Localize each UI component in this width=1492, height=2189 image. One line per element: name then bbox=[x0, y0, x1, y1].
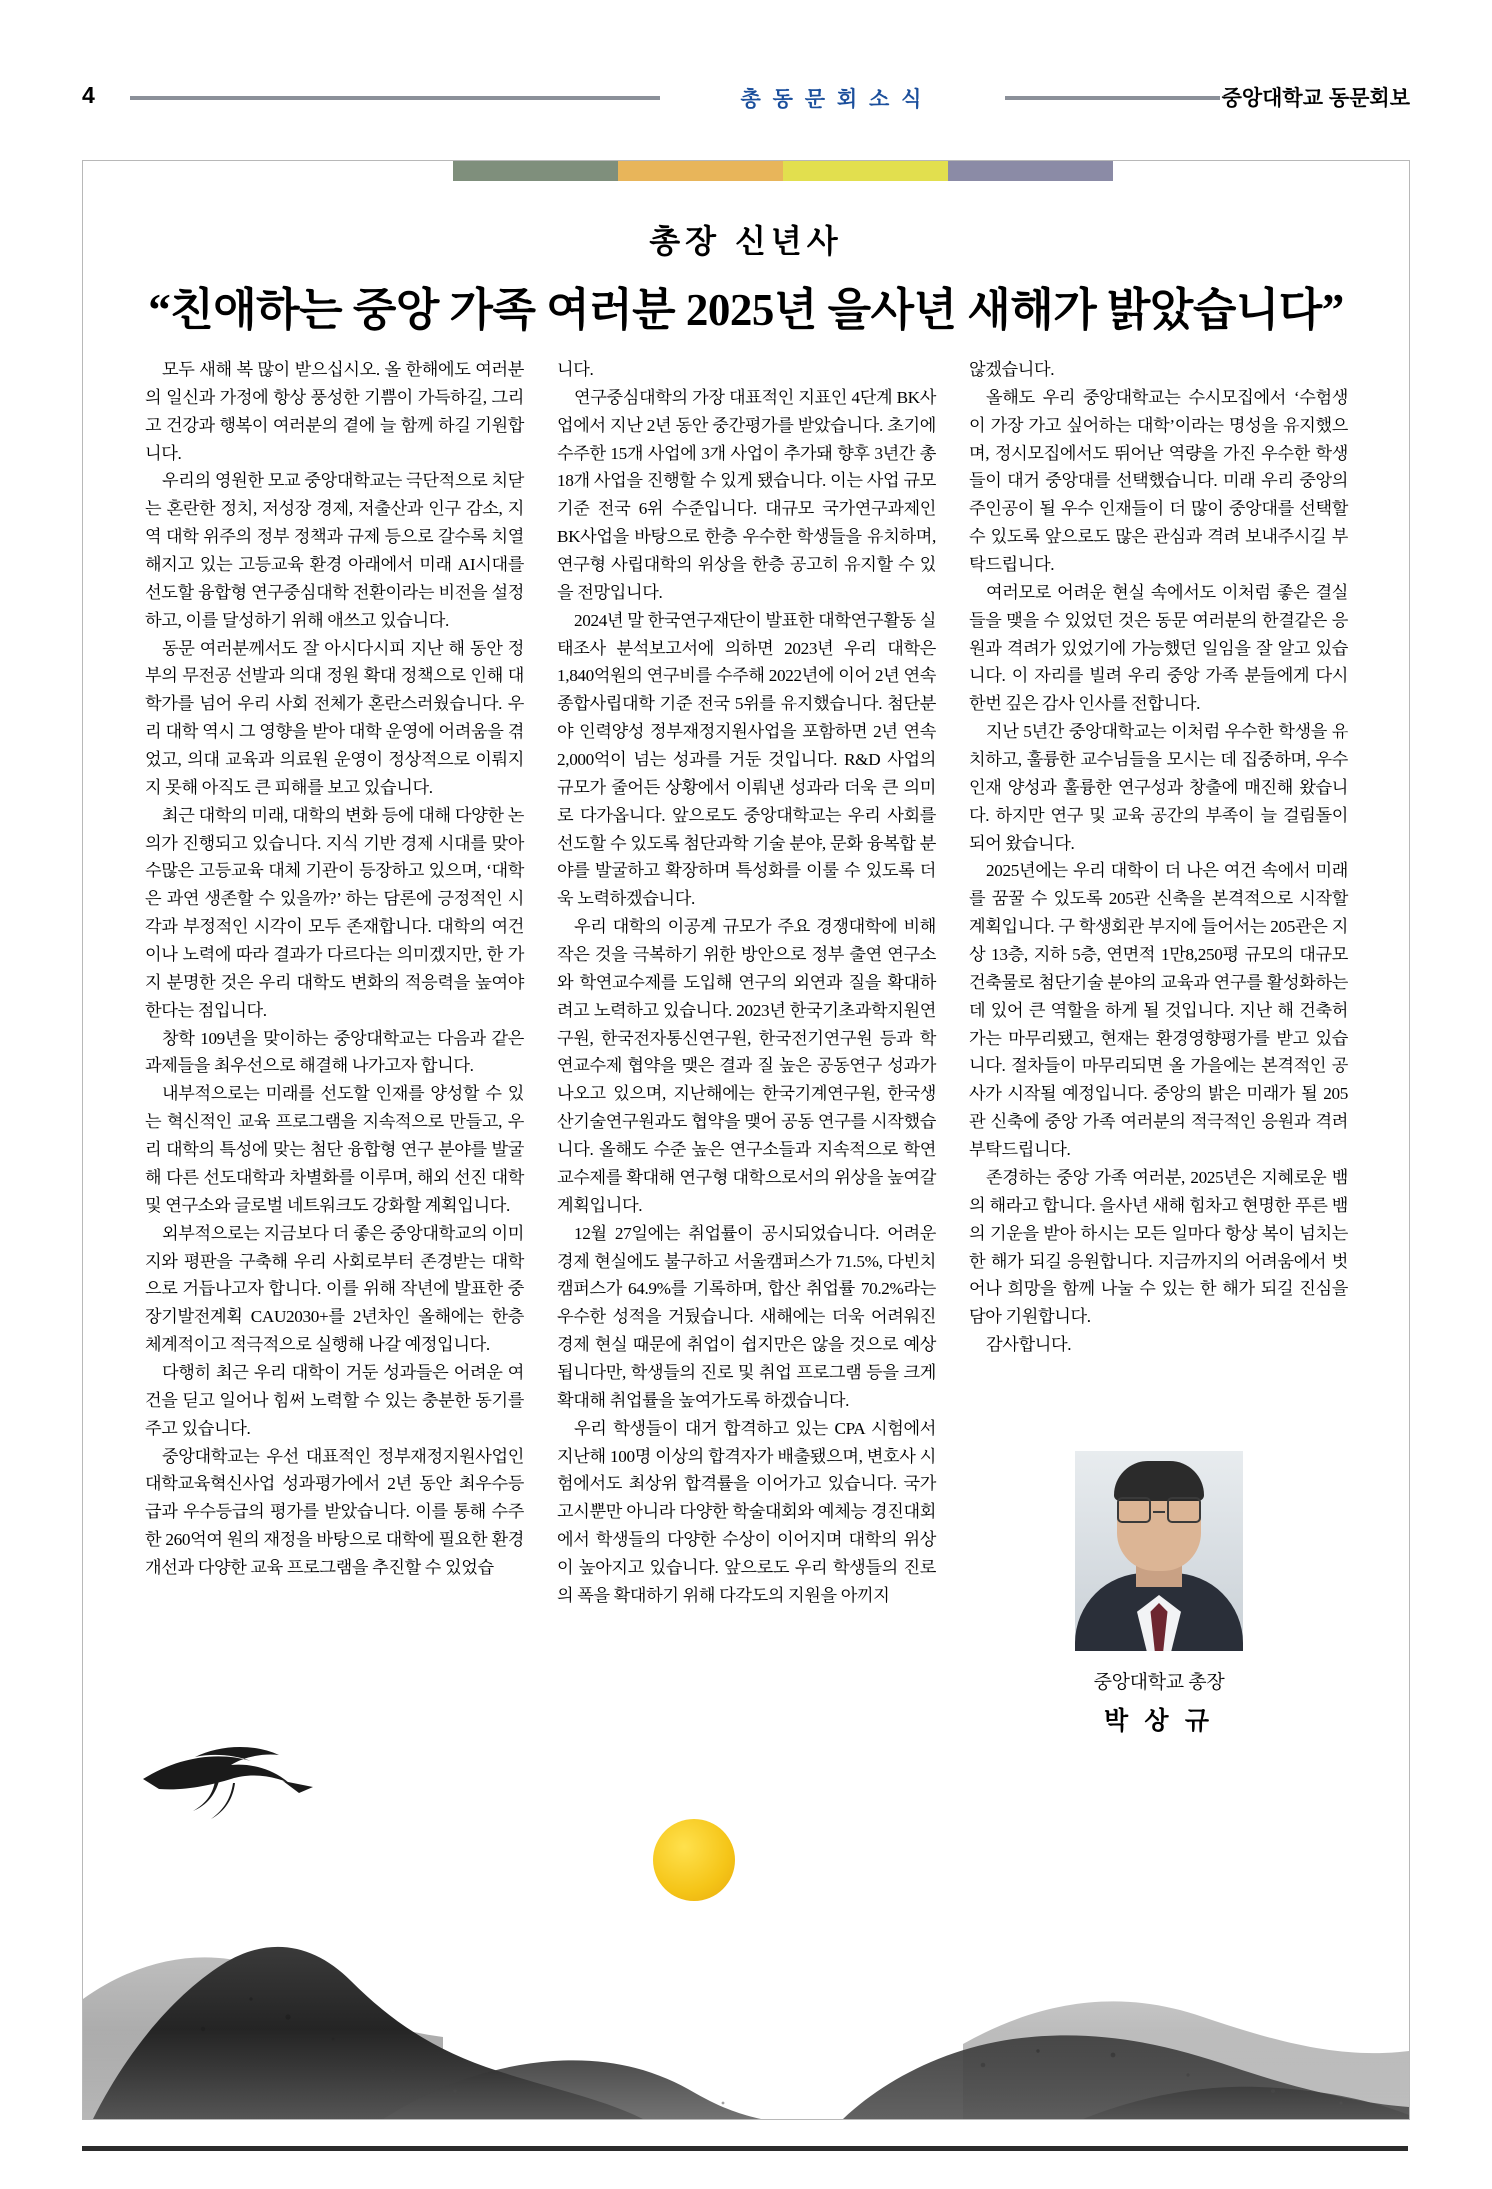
article-paragraph: 최근 대학의 미래, 대학의 변화 등에 대해 다양한 논의가 진행되고 있습니다. 지식 기반 경제 시대를 맞아 수많은 고등교육 대체 기관이 등장하고 있으며, ‘대학은 과연 생존할 수 있을까?’ 하는 담론에 긍정적인 시각과 부정적인 시각이 모두 존재합니다. 대학의 여건이나 노력에 따라 결과가 다르다는 의미겠지만, 한 가지 분명한 것은 우리 대학도 변화의 적응력을 높여야 한다는 점입니다. bbox=[145, 805, 524, 1020]
article-paragraph: 존경하는 중앙 가족 여러분, 2025년은 지혜로운 뱀의 해라고 합니다. 을사년 새해 힘차고 현명한 푸른 뱀의 기운을 받아 하시는 모든 일마다 항상 복이 넘치는 한 해가 되길 응원합니다. 지금까지의 어려움에서 벗어나 희망을 함께 나눌 수 있는 한 해가 되길 진심을 담아 기원합니다. bbox=[969, 1167, 1348, 1327]
article-paragraph: 올해도 우리 중앙대학교는 수시모집에서 ‘수험생이 가장 가고 싶어하는 대학’이라는 명성을 유지했으며, 정시모집에서도 뛰어난 역량을 가진 우수한 학생들이 대거 중앙대를 선택했습니다. 미래 우리 중앙의 주인공이 될 우수 인재들이 더 많이 중앙대를 선택할 수 있도록 앞으로도 많은 관심과 격려 보내주시길 부탁드립니다. bbox=[969, 387, 1348, 575]
colorbar-segment-4 bbox=[948, 161, 1113, 181]
glasses-bridge-icon bbox=[1153, 1511, 1165, 1514]
article-body bbox=[145, 356, 1350, 1610]
article-paragraph: 않겠습니다. bbox=[969, 360, 1055, 379]
colorbar-segment-2 bbox=[618, 161, 783, 181]
article-headline: “친애하는 중앙 가족 여러분 2025년 을사년 새해가 밝았습니다” bbox=[148, 285, 1344, 335]
decorative-colorbar bbox=[453, 161, 1113, 181]
article-paragraph: 중앙대학교는 우선 대표적인 정부재정지원사업인 대학교육혁신사업 성과평가에서 2년 동안 최우수등급과 우수등급의 평가를 받았습니다. 이를 통해 수주한 260억여 원의 재정을 바탕으로 대학에 필요한 환경 개선과 다양한 교육 프로그램을 추진할 수 있었습 bbox=[145, 1446, 524, 1577]
article-paragraph: 내부적으로는 미래를 선도할 인재를 양성할 수 있는 혁신적인 교육 프로그램을 지속적으로 만들고, 우리 대학의 특성에 맞는 첨단 융합형 연구 분야를 발굴해 다른 선도대학과 차별화를 이루며, 해외 선진 대학 및 연구소와 글로벌 네트워크도 강화할 계획입니다. bbox=[145, 1084, 524, 1215]
colorbar-segment-3 bbox=[783, 161, 948, 181]
glasses-right-icon bbox=[1167, 1497, 1201, 1523]
avatar bbox=[1075, 1451, 1243, 1651]
article-paragraph: 지난 5년간 중앙대학교는 이처럼 우수한 학생을 유치하고, 훌륭한 교수님들을 모시는 데 집중하며, 우수 인재 양성과 훌륭한 연구성과 창출에 매진해 왔습니다. 하지만 연구 및 교육 공간의 부족이 늘 걸림돌이 되어 왔습니다. bbox=[969, 722, 1348, 853]
article-paragraph: 연구중심대학의 가장 대표적인 지표인 4단계 BK사업에서 지난 2년 동안 중간평가를 받았습니다. 초기에 수주한 15개 사업에 3개 사업이 추가돼 향후 3년간 총 18개 사업을 진행할 수 있게 됐습니다. 이는 사업 규모 기준 전국 6위 수준입니다. 대규모 국가연구과제인 BK사업을 바탕으로 한층 우수한 학생들을 유치하며, 연구형 사립대학의 위상을 한층 공고히 유지할 수 있을 전망입니다. bbox=[557, 387, 936, 602]
glasses-left-icon bbox=[1117, 1497, 1151, 1523]
article-column-3 bbox=[969, 356, 1348, 1610]
portrait-hair bbox=[1114, 1461, 1204, 1501]
article-paragraph: 우리 학생들이 대거 합격하고 있는 CPA 시험에서 지난해 100명 이상의 합격자가 배출됐으며, 변호사 시험에서도 최상위 합격률을 이어가고 있습니다. 국가고시뿐만 아니라 다양한 학술대회와 예체능 경진대회에서 학생들의 다양한 수상이 이어지며 대학의 위상이 높아지고 있습니다. 앞으로도 우리 학생들의 진로의 폭을 확대하기 위해 다각도의 지원을 아끼지 bbox=[557, 1418, 936, 1605]
article-paragraph: 감사합니다. bbox=[986, 1335, 1072, 1355]
article-paragraph: 우리 대학의 이공계 규모가 주요 경쟁대학에 비해 작은 것을 극복하기 위한 방안으로 정부 출연 연구소와 학연교수제를 도입해 연구의 외연과 질을 확대하려고 노력하고 있습니다. 2023년 한국기초과학지원연구원, 한국전자통신연구원, 한국전기연구원 등과 학연교수제 협약을 맺은 결과 질 높은 공동연구 성과가 나오고 있으며, 지난해에는 한국기계연구원, 한국생산기술연구원과도 협약을 맺어 공동 연구를 시작했습니다. 올해도 수준 높은 연구소들과 지속적으로 학연교수제를 확대해 연구형 대학으로서의 위상을 높여갈 계획입니다. bbox=[557, 917, 936, 1215]
crane-icon bbox=[143, 1747, 313, 1819]
article-paragraph: 2024년 말 한국연구재단이 발표한 대학연구활동 실태조사 분석보고서에 의하면 2023년 우리 대학은 1,840억원의 연구비를 수주해 2022년에 이어 2년 연속 종합사립대학 기준 전국 5위를 유지했습니다. 첨단분야 인력양성 정부재정지원사업을 포함하면 2년 연속 2,000억이 넘는 성과를 거둔 것입니다. R&D 사업의 규모가 줄어든 상황에서 이뤄낸 성과라 더욱 큰 의미로 다가옵니다. 앞으로도 중앙대학교는 우리 사회를 선도할 수 있도록 첨단과학 기술 분야, 문화 융복합 분야를 발굴하고 확장하며 특성화를 이룰 수 있도록 더욱 노력하겠습니다. bbox=[557, 610, 936, 909]
article-paragraph: 창학 109년을 맞이하는 중앙대학교는 다음과 같은 과제들을 최우선으로 해결해 나가고자 합니다. bbox=[145, 1028, 524, 1076]
section-label: 총 동 문 회 소 식 bbox=[740, 88, 925, 111]
page-number: 4 bbox=[82, 82, 95, 108]
article-column-1 bbox=[145, 356, 524, 1610]
header-rule-left bbox=[130, 96, 660, 100]
ink-landscape-illustration bbox=[83, 1699, 1409, 2119]
signature-name: 박 상 규 bbox=[1104, 1708, 1214, 1735]
article-paragraph: 다행히 최근 우리 대학이 거둔 성과들은 어려운 여건을 딛고 일어나 힘써 노력할 수 있는 충분한 동기를 주고 있습니다. bbox=[145, 1362, 524, 1438]
header-rule-right bbox=[1005, 96, 1220, 100]
article-paragraph: 외부적으로는 지금보다 더 좋은 중앙대학교의 이미지와 평판을 구축해 우리 사회로부터 존경받는 대학으로 거듭나고자 합니다. 이를 위해 작년에 발표한 중장기발전계획 CAU2030+를 2년차인 올해에는 한층 체계적이고 적극적으로 실행해 나갈 예정입니다. bbox=[145, 1223, 524, 1355]
article-paragraph: 동문 여러분께서도 잘 아시다시피 지난 해 동안 정부의 무전공 선발과 의대 정원 확대 정책으로 인해 대학가를 넘어 우리 사회 전체가 혼란스러웠습니다. 우리 대학 역시 그 영향을 받아 대학 운영에 어려움을 겪었고, 의대 교육과 의료원 운영이 정상적으로 이뤄지지 못해 아직도 큰 피해를 보고 있습니다. bbox=[145, 638, 524, 797]
article-paragraph: 여러모로 어려운 현실 속에서도 이처럼 좋은 결실들을 맺을 수 있었던 것은 동문 여러분의 한결같은 응원과 격려가 있었기에 가능했던 일임을 잘 알고 있습니다. 이 자리를 빌려 우리 중앙 가족 분들에게 다시 한번 깊은 감사 인사를 전합니다. bbox=[969, 582, 1348, 714]
article-paragraph: 니다. bbox=[557, 360, 594, 379]
landscape-svg bbox=[83, 1699, 1409, 2119]
signature-block bbox=[969, 1451, 1349, 1737]
sun-icon bbox=[653, 1819, 735, 1901]
publication-title: 중앙대학교 동문회보 bbox=[1221, 87, 1410, 110]
article-paragraph: 2025년에는 우리 대학이 더 나은 여건 속에서 미래를 꿈꿀 수 있도록 205관 신축을 본격적으로 시작할 계획입니다. 구 학생회관 부지에 들어서는 205관은 지상 13층, 지하 5층, 연면적 1만8,250평 규모의 대규모 건축물로 첨단기술 분야의 교육과 연구를 활성화하는 데 있어 큰 역할을 하게 될 것입니다. 지난 해 건축허가는 마무리됐고, 현재는 환경영향평가를 받고 있습니다. 절차들이 마무리되면 올 가을에는 본격적인 공사가 시작될 예정입니다. 중앙의 밝은 미래가 될 205관 신축에 중앙 가족 여러분의 적극적인 응원과 격려 부탁드립니다. bbox=[969, 861, 1348, 1160]
article-kicker: 총장 신년사 bbox=[649, 223, 843, 259]
colorbar-segment-1 bbox=[453, 161, 618, 181]
footer-rule bbox=[82, 2146, 1408, 2151]
article-paragraph: 우리의 영원한 모교 중앙대학교는 극단적으로 치닫는 혼란한 정치, 저성장 경제, 저출산과 인구 감소, 지역 대학 위주의 정부 정책과 규제 등으로 갈수록 치열해지고 있는 고등교육 환경 아래에서 미래 AI시대를 선도할 융합형 연구중심대학 전환이라는 비전을 설정하고, 이를 달성하기 위해 애쓰고 있습니다. bbox=[145, 471, 524, 630]
article-frame bbox=[82, 160, 1410, 2120]
article-paragraph: 모두 새해 복 많이 받으십시오. 올 한해에도 여러분의 일신과 가정에 항상 풍성한 기쁨이 가득하길, 그리고 건강과 행복이 여러분의 곁에 늘 함께 하길 기원합니다. bbox=[145, 360, 524, 463]
article-paragraph: 12월 27일에는 취업률이 공시되었습니다. 어려운 경제 현실에도 불구하고 서울캠퍼스가 71.5%, 다빈치캠퍼스가 64.9%를 기록하며, 합산 취업률 70.2%라는 우수한 성적을 거뒀습니다. 새해에는 더욱 어려워진 경제 현실 때문에 취업이 쉽지만은 않을 것으로 예상됩니다만, 학생들의 진로 및 취업 프로그램 등을 크게 확대해 취업률을 높여가도록 하겠습니다. bbox=[557, 1223, 936, 1410]
signature-title: 중앙대학교 총장 bbox=[1093, 1672, 1225, 1693]
article-column-2 bbox=[557, 356, 936, 1610]
